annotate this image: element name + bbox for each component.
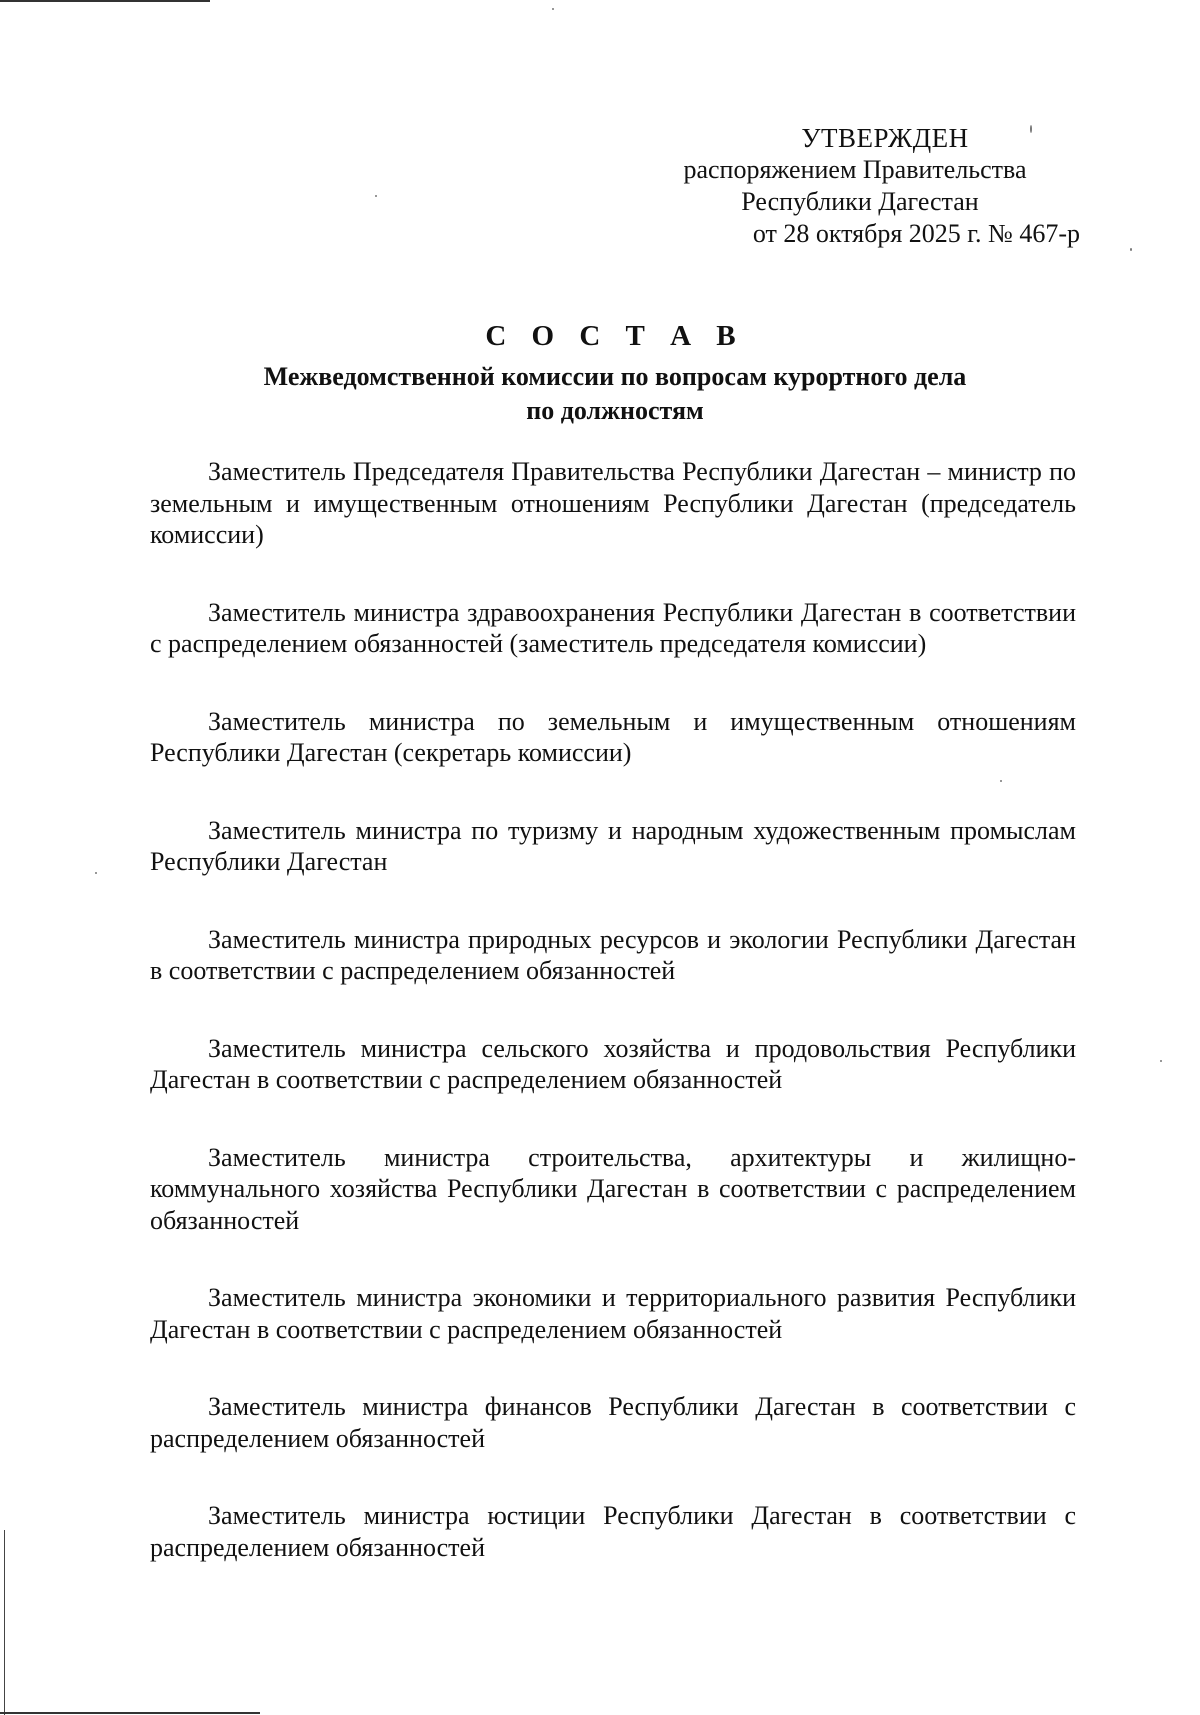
member-item: Заместитель министра здравоохранения Республики Дагестан в соответствии с распределением обязанностей (заместитель председателя комиссии) bbox=[150, 597, 1076, 658]
subtitle-line-2: по должностям bbox=[526, 396, 704, 425]
scan-speck bbox=[95, 872, 97, 874]
subtitle-line-1: Межведомственной комиссии по вопросам курортного дела bbox=[263, 362, 967, 391]
approval-title: УТВЕРЖДЕН bbox=[801, 123, 969, 153]
approval-line-2: Республики Дагестан bbox=[741, 187, 979, 216]
approval-stamp bbox=[640, 122, 1080, 250]
scan-artifact-left bbox=[4, 1530, 5, 1715]
member-item: Заместитель Председателя Правительства Республики Дагестан – министр по земельным и имущественным отношениям Республики Дагестан (председатель комиссии) bbox=[150, 457, 1076, 549]
member-item: Заместитель министра по туризму и народным художественным промыслам Республики Дагестан bbox=[150, 815, 1076, 876]
approval-line-1: распоряжением Правительства bbox=[683, 155, 1027, 184]
scan-artifact-top bbox=[0, 0, 210, 2]
scan-artifact-bottom bbox=[0, 1712, 260, 1714]
document-title: С О С Т А В bbox=[485, 320, 745, 352]
member-item: Заместитель министра строительства, архитектуры и жилищно-коммунального хозяйства Республики Дагестан в соответствии с распределением обязанностей bbox=[150, 1142, 1076, 1235]
scan-speck bbox=[552, 8, 554, 10]
scan-speck bbox=[375, 195, 377, 197]
approval-line-3: от 28 октября 2025 г. № 467-р bbox=[752, 219, 1080, 248]
member-item: Заместитель министра юстиции Республики Дагестан в соответствии с распределением обязанностей bbox=[150, 1501, 1076, 1562]
member-item: Заместитель министра финансов Республики Дагестан в соответствии с распределением обязанностей bbox=[150, 1392, 1076, 1453]
member-item: Заместитель министра экономики и территориального развития Республики Дагестан в соответствии с распределением обязанностей bbox=[150, 1283, 1076, 1344]
member-item: Заместитель министра сельского хозяйства и продовольствия Республики Дагестан в соответствии с распределением обязанностей bbox=[150, 1033, 1076, 1094]
members-list bbox=[150, 456, 1076, 1563]
scan-speck bbox=[1130, 248, 1132, 251]
document-subtitle bbox=[150, 360, 1080, 428]
member-item: Заместитель министра природных ресурсов и экологии Республики Дагестан в соответствии с распределением обязанностей bbox=[150, 924, 1076, 985]
member-item: Заместитель министра по земельным и имущественным отношениям Республики Дагестан (секретарь комиссии) bbox=[150, 706, 1076, 767]
scan-speck bbox=[1160, 1060, 1162, 1062]
